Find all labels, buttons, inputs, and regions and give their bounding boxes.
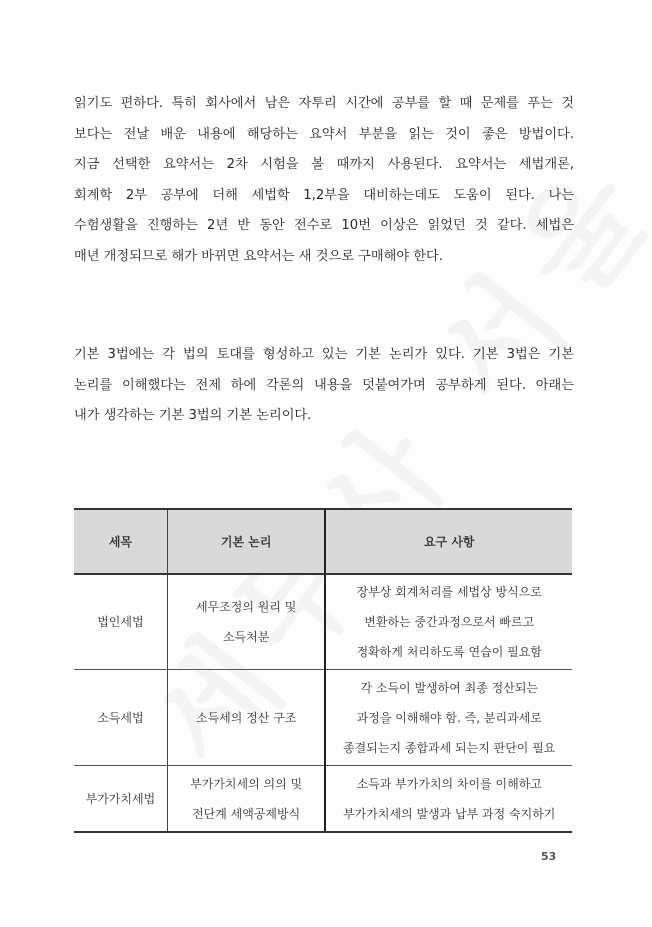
cell-requirements: [325, 670, 572, 766]
cell-line: 소득세의 정산 구조: [195, 710, 297, 725]
cell-line: 부가가치세의 발생과 납부 과정 숙지하기: [343, 806, 556, 821]
cell-logic: [167, 574, 325, 670]
cell-line: 장부상 회계처리를 세법상 방식으로: [356, 585, 542, 599]
table-row: [74, 574, 572, 670]
cell-line: 세무조정의 원리 및: [195, 600, 297, 614]
cell-line: 소득처분: [222, 630, 270, 644]
cell-line: 부가가치세의 의의 및: [190, 776, 303, 791]
paragraph-summary-book: [74, 89, 574, 272]
cell-line: 각 소득이 발생하여 최종 정산되는: [360, 680, 539, 695]
cell-line: 과정을 이해해야 함. 즉, 분리과세로: [356, 710, 542, 725]
basic-logic-table: [74, 508, 572, 833]
cell-tax: 부가가치세법: [74, 766, 167, 833]
table-header-row: [74, 509, 572, 574]
text-line: 논리를 이해했다는 전제 하에 각론의 내용을 덧붙여가며 공부하게 된다. 아래는: [74, 377, 574, 393]
cell-logic: [167, 766, 325, 833]
text-line: 수험생활을 진행하는 2년 반 동안 전수로 10번 이상은 읽었던 것 같다. 세법은: [74, 218, 574, 233]
text-line: 보다는 전날 배운 내용에 해당하는 요약서 부분을 읽는 것이 좋은 방법이다.: [74, 126, 574, 142]
cell-line: 전단계 세액공제방식: [192, 806, 301, 821]
cell-logic: [167, 670, 325, 766]
table-row: [74, 766, 572, 833]
cell-line: 정확하게 처리하도록 연습이 필요함: [356, 645, 542, 659]
text-line: 기본 3법에는 각 법의 토대를 형성하고 있는 기본 논리가 있다. 기본 3법은 기본: [74, 347, 574, 362]
header-tax: 세목: [74, 509, 167, 574]
text-line: 매년 개정되므로 해가 바뀌면 요약서는 새 것으로 구매해야 한다.: [74, 248, 443, 264]
cell-requirements: [325, 766, 572, 833]
text-line: 읽기도 편하다. 특히 회사에서 남은 자투리 시간에 공부를 할 때 문제를 푸는 것: [74, 96, 574, 111]
text-line: 지금 선택한 요약서는 2차 시험을 볼 때까지 사용된다. 요약서는 세법개론,: [74, 157, 574, 172]
cell-tax: 소득세법: [74, 670, 167, 766]
cell-line: 변환하는 중간과정으로서 빠르고: [364, 615, 535, 629]
cell-line: 소득과 부가가치의 차이를 이해하고: [356, 776, 542, 791]
cell-line: 종결되는지 종합과세 되는지 판단이 필요: [343, 740, 556, 755]
page-number: 53: [541, 850, 557, 863]
text-line: 회계학 2부 공부에 더해 세법학 1,2부을 대비하는데도 도움이 된다. 나는: [74, 187, 574, 203]
cell-tax: 법인세법: [74, 574, 167, 670]
table-row: [74, 670, 572, 766]
text-line: 내가 생각하는 기본 3법의 기본 논리이다.: [74, 408, 312, 423]
header-requirements: 요구 사항: [325, 509, 572, 574]
paragraph-basic-logic: [74, 340, 574, 432]
cell-requirements: [325, 574, 572, 670]
header-logic: 기본 논리: [167, 509, 325, 574]
